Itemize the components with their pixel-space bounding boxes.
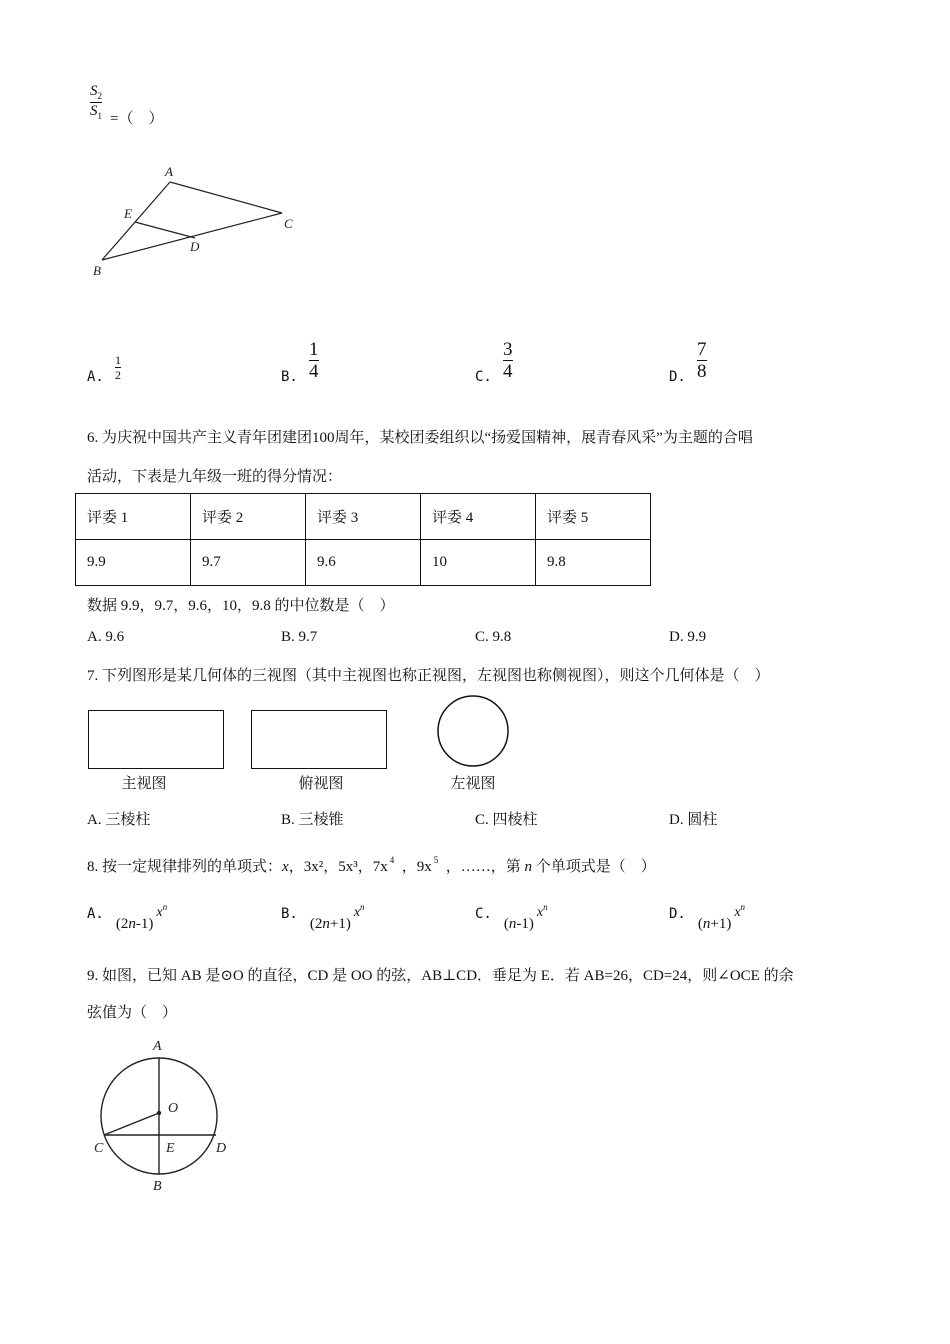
q7-top-view-rect [251,710,387,769]
q5-option-a-fraction: 1 2 [115,353,121,382]
table-header-cell: 评委 5 [536,494,651,540]
q9-point-c: C [94,1141,104,1156]
q5-point-e: E [124,206,132,221]
table-row [76,494,651,540]
q5-ratio-numerator: $S_2$ [90,83,102,101]
q8-stem: 8. 按一定规律排列的单项式：x，3x²，5x³，7x 4 ，9x 5 ，……，第 n 个单项式是（ ） [87,855,656,875]
q9-point-d: D [216,1141,227,1156]
q5-option-c-fraction: 3 4 [503,339,513,382]
q6-option-d[interactable]: D. 9.9 [669,629,707,645]
q7-label-left-view: 左视图 [450,776,496,792]
q6-option-c[interactable]: C. 9.8 [475,629,512,645]
q7-stem: 7. 下列图形是某几何体的三视图（其中主视图也称正视图，左视图也称侧视图），则这个几何体是（ ） [87,668,770,684]
q9-circle-figure [88,1033,238,1195]
q7-label-top-view: 俯视图 [298,776,344,792]
q5-point-a: A [165,164,173,179]
q9-point-e: E [166,1141,175,1156]
q8-option-b[interactable]: B. $(2n+1)x^n$ [281,902,365,932]
table-header-cell: 评委 3 [306,494,421,540]
table-cell: 9.8 [536,540,651,586]
q7-option-c[interactable]: C. 四棱柱 [475,812,538,828]
q6-stem-line2: 活动，下表是九年级一班的得分情况： [87,469,343,485]
table-header-cell: 评委 4 [421,494,536,540]
q9-stem-line2: 弦值为（ ） [87,1005,178,1021]
table-row [76,540,651,586]
q8-option-a[interactable]: A. $(2n-1)x^n$ [87,902,168,932]
table-cell: 10 [421,540,536,586]
q9-point-b: B [153,1179,162,1194]
q5-ratio-blank: =（ ） [110,111,164,127]
q7-left-view-circle [435,695,511,769]
q8-exponent-4: 4 [389,855,395,865]
q7-option-b[interactable]: B. 三棱锥 [281,812,344,828]
q8-option-d[interactable]: D. $(n+1)x^n$ [669,902,746,932]
q6-option-b[interactable]: B. 9.7 [281,629,318,645]
q6-option-a[interactable]: A. 9.6 [87,629,125,645]
q9-point-a: A [153,1039,162,1054]
q5-ratio-denominator: $S_1$ [90,103,102,121]
q7-front-view-rect [88,710,224,769]
q7-option-d[interactable]: D. 圆柱 [669,812,718,828]
q7-label-front-view: 主视图 [121,776,167,792]
q5-point-b: B [93,263,101,278]
q7-option-a[interactable]: A. 三棱柱 [87,812,151,828]
table-cell: 9.7 [191,540,306,586]
q8-option-c[interactable]: C. $(n-1)x^n$ [475,902,548,932]
table-cell: 9.6 [306,540,421,586]
q5-triangle-figure [85,160,305,285]
q8-exponent-5: 5 [433,855,439,865]
q5-ratio [90,84,102,121]
table-header-cell: 评委 1 [76,494,191,540]
q9-stem-line1: 9. 如图，已知 AB 是⊙O 的直径，CD 是 OO 的弦，AB⊥CD．垂足为 E．若 AB=26，CD=24，则∠OCE 的余 [87,968,794,984]
q6-score-table [75,493,651,586]
table-header-cell: 评委 2 [191,494,306,540]
q6-question: 数据 9.9，9.7，9.6，10，9.8 的中位数是（ ） [87,598,395,614]
q6-stem-line1: 6. 为庆祝中国共产主义青年团建团100周年，某校团委组织以“扬爱国精神，展青春风采”为主题的合唱 [87,430,753,446]
q5-option-d-fraction: 7 8 [697,339,707,382]
q5-point-c: C [284,216,293,231]
q5-option-b-fraction: 1 4 [309,339,319,382]
table-cell: 9.9 [76,540,191,586]
q5-point-d: D [190,239,200,254]
q9-point-o: O [168,1101,179,1116]
